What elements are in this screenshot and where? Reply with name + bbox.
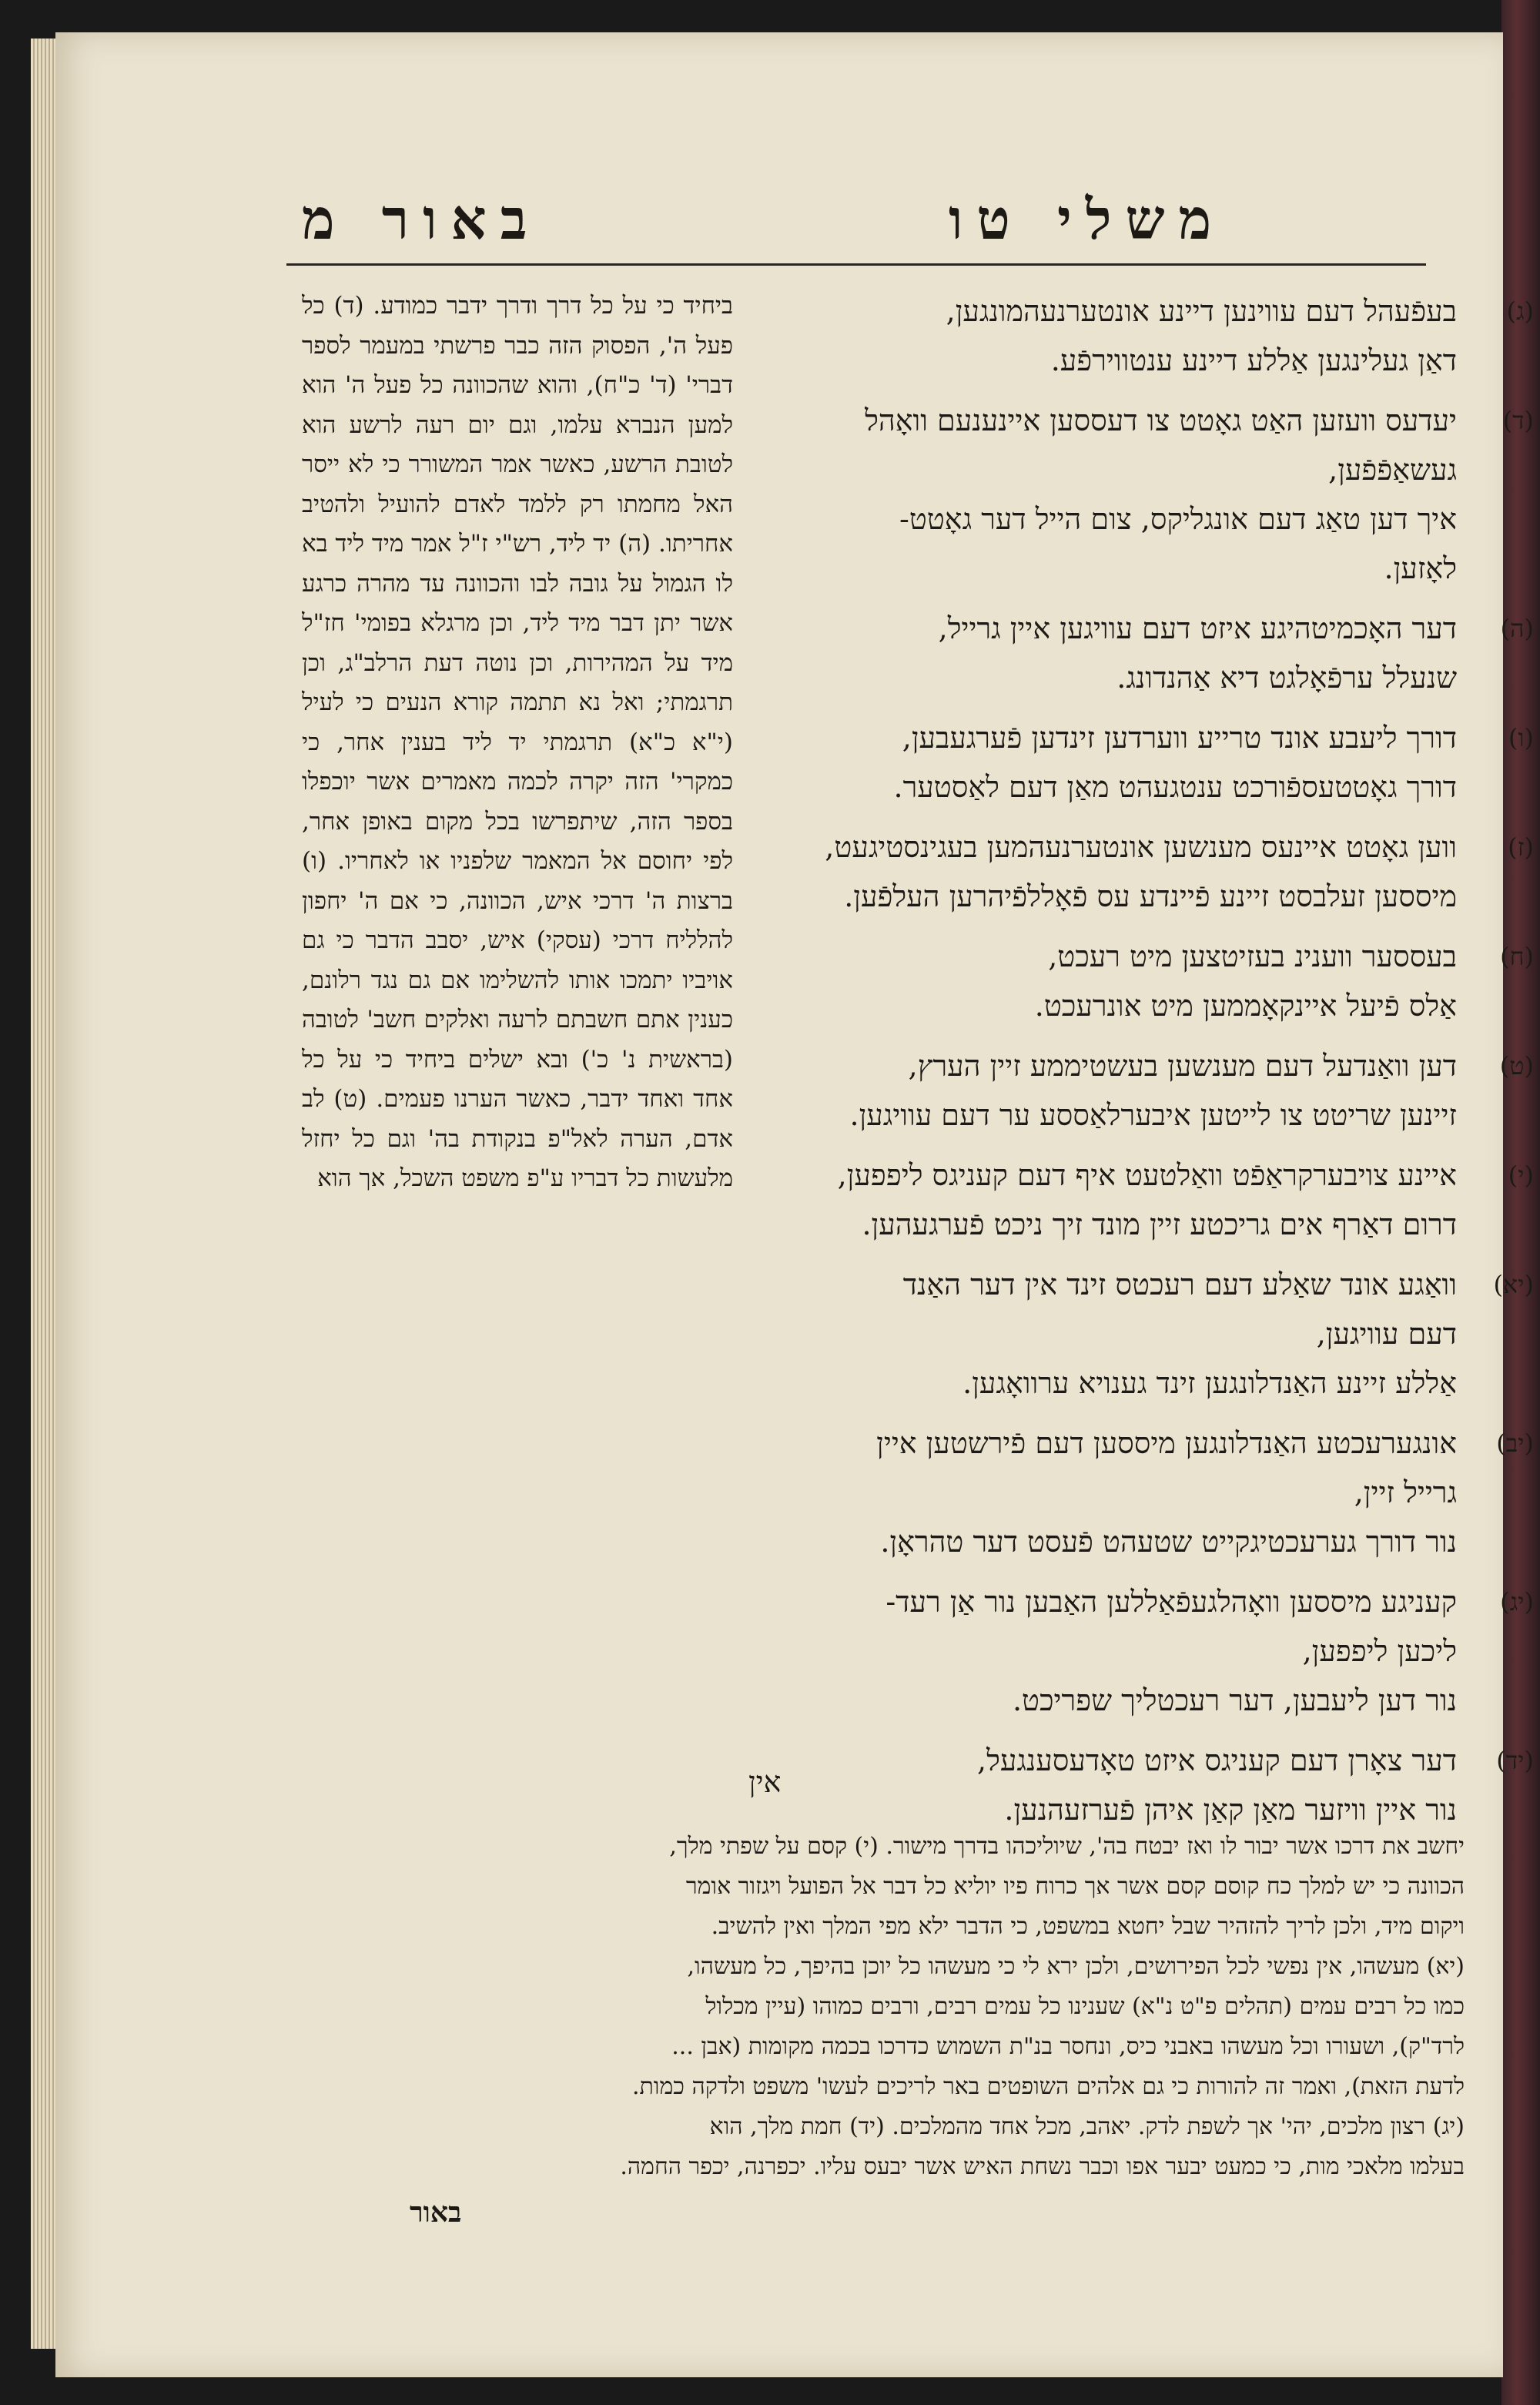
verse-line: מיססען זעלבסט זיינע פֿיינדע עס פֿאָללפֿיהרען העלפֿען.: [844, 879, 1457, 913]
verse-line: בעפֿעהל דעם עווינען דיינע אונטערנעהמונגען,: [946, 294, 1457, 328]
verse-line: איך דען טאַג דעם אונגליקס, צום הייל דער גאָטט-: [899, 502, 1457, 536]
verse-line: וואַגע אונד שאַלע דעם רעכטס זינד אין דער האַנד: [902, 1268, 1457, 1301]
page-catchword: באור: [410, 2196, 462, 2229]
verse-line: דרום דאַרף אים גריכטע זיין מונד זיך ניכט פֿערגעהען.: [862, 1208, 1457, 1241]
footnote-line: יחשב את דרכו אשר יבור לו ואז יבטח בה', שיוליכהו בדרך מישור. (י) קסם על שפתי מלך,: [669, 1833, 1465, 1860]
footnote-block: [310, 1827, 1465, 2187]
book-page: [55, 32, 1534, 2377]
verse-number: (ח): [1500, 942, 1534, 971]
verse-line: געשאַפֿפֿען,: [1328, 453, 1457, 487]
verse: [664, 713, 1534, 812]
verse-number: (יב): [1496, 1429, 1534, 1458]
footnote-line: לרד"ק), ושעורו וכל מעשהו באבני כיס, ונחסר בנ"ת השמוש כדרכו בכמה מקומות (אבן ...: [671, 2033, 1465, 2060]
verse-number: (ג): [1506, 296, 1534, 326]
verse-line: ווען גאָטט איינעס מענשען אונטערנעהמען בעגינסטיגעט,: [825, 830, 1457, 864]
verse-number: (ט): [1499, 1051, 1534, 1080]
footnote-line: כמו כל רבים עמים (תהלים פ"ט נ"א) שענינו כל עמים רבים, ורבים כמוהו (עיין מכלול: [705, 1993, 1465, 2020]
verse: [664, 1260, 1534, 1408]
verse-line: דורך גאָטטעספֿורכט ענטגעהט מאַן דעם לאַסטער.: [893, 770, 1457, 804]
footnote-line: הכוונה כי יש למלך כח קוסם קסם אשר אך כרוח פיו יוליא כל דבר אל הפועל ויגזור אומר: [685, 1873, 1465, 1900]
verse-line: אַלס פֿיעל איינקאָממען מיט אונרעכט.: [1034, 989, 1457, 1023]
verse-line: גרייל זיין,: [1354, 1475, 1457, 1509]
running-header-text: משלי טו: [949, 186, 1226, 252]
verse: [664, 1151, 1534, 1249]
verse-line: קעניגע מיססען וואָהלגעפֿאַללען האַבען נור אַן רעד-: [886, 1585, 1457, 1619]
verse-line: דעם עוויגען,: [1316, 1317, 1457, 1351]
verse-line: נור דורך גערעכטיגקייט שטעהט פֿעסט דער טהראָן.: [880, 1525, 1457, 1559]
verse-line: לאָזען.: [1384, 551, 1457, 585]
verse-line: אונגערעכטע האַנדלונגען מיססען דעם פֿירשטען איין: [876, 1426, 1457, 1460]
verse-number: (י): [1508, 1161, 1534, 1190]
verse-line: נור דען ליעבען, דער רעכטליך שפריכט.: [1012, 1683, 1457, 1717]
verse: [664, 822, 1534, 921]
footnote-line: (יא) מעשהו, אין נפשי לכל הפירושים, ולכן ירא לי כי מעשהו כל יוכן בהיפך, כל מעשהו,: [687, 1953, 1465, 1980]
verse-number: (ו): [1508, 723, 1534, 752]
verse: [664, 1736, 1534, 1834]
verse-number: (ה): [1500, 614, 1534, 643]
verse: [664, 1419, 1534, 1566]
verse: [664, 396, 1534, 593]
verse-line: ליכען ליפפען,: [1302, 1634, 1457, 1668]
verse-line: נור איין וויזער מאַן קאַן איהן פֿערזעהנען.: [1004, 1793, 1457, 1827]
verse-number: (יד): [1496, 1746, 1534, 1775]
verse-line: דאַן געלינגען אַללע דיינע ענטווירפֿע.: [1050, 343, 1457, 377]
verse-line: אַללע זיינע האַנדלונגען זינד גענויא ערוואָגען.: [962, 1366, 1457, 1400]
verse-catchword: אין: [748, 1765, 782, 1799]
verse-line: דען וואַנדעל דעם מענשען בעשטיממע זיין הערץ,: [908, 1049, 1457, 1083]
commentary-column: ביחיד כי על כל דרך ודרך ידבר כמודע. (ד) כל פעל ה', הפסוק הזה כבר פרשתי במעמר לספר דברי' (ד' כ"ח), והוא שהכוונה כל פעל ה' הוא למען הנברא עלמו, וגם יום רעה לרשע הוא לטובת הרשע, כאשר אמר המשורר כי לא ייסר האל מחמתו רק ללמד לאדם להועיל ולהטיב אחריתו. (ה) יד ליד, רש"י ז"ל אמר מיד ליד בא לו הגמול על גובה לבו והכוונה עד מהרה כרגע אשר יתן דבר מיד ליד, וכן מרגלא בפומי' חז"ל מיד על המהירות, וכן נוטה דעת הרלב"ג, וכן תרגמתי; ואל נא תתמה קורא הנעים כי לעיל (י"א כ"א) תרגמתי יד ליד בענין אחר, כי כמקרי' הזה יקרה לכמה מאמרים אשר יוכפלו בספר הזה, שיתפרשו בכל מקום באופן אחר, לפי יחוסם אל המאמר שלפניו או לאחריו. (ו) ברצות ה' דרכי איש, הכוונה, כי אם ה' יחפון להלליח דרכי (עסקי) איש, יסבב הדבר כי גם אויביו יתמכו אותו להשלימו אם גם נגד רלונם, כענין אתם חשבתם לרעה ואלקים חשב' לטובה (בראשית נ' כ') ובא ישלים ביחיד כי על כל אחד ואחד ידבר, כאשר הערנו פעמים. (ט) לב אדם, הערה לאל"פ בנקודת בה' וגם כל יחזל מלעשות כל דבריו ע"פ משפט השכל, אך הוא: [302, 292, 733, 1192]
verse-line: בעססער ווענינ בעזיטצען מיט רעכט,: [1048, 940, 1457, 973]
verse-line: דער האָכמיטהיגע איזט דעם עוויגען איין גרייל,: [938, 611, 1457, 645]
verse-number: (ז): [1508, 832, 1534, 862]
verse-line: דער צאָרן דעם קעניגס איזט טאָדעסענגעל,: [977, 1743, 1457, 1777]
verse: [664, 1577, 1534, 1725]
verse: [664, 286, 1534, 385]
verse-number: (ד): [1502, 406, 1534, 435]
verse: [664, 1041, 1534, 1140]
footnote-line: ויקום מיד, ולכן לריך להזהיר שבל יחטא במשפט, כי הדבר ילא מפי המלך ואין להשיב.: [711, 1913, 1465, 1940]
footnote-line: בעלמו מלאכי מות, כי כמעט יבער אפו וכבר נשחת האיש אשר יבעס עליו. יכפרנה, יכפר החמה.: [620, 2153, 1465, 2180]
verse: [664, 604, 1534, 702]
main-text-column: [664, 286, 1534, 1845]
verse-line: זיינען שריטט צו לייטען איבערלאַססע ער דעם עוויגען.: [849, 1098, 1457, 1132]
footnote-line: (יג) רצון מלכים, יהי' אך לשפת לדק. יאהב, מכל אחד מהמלכים. (יד) חמת מלך, הוא: [709, 2113, 1465, 2140]
verse: [664, 932, 1534, 1030]
header-rule: [286, 263, 1426, 266]
verse-line: שנעלל ערפֿאָלגט דיא אַהנדונג.: [1116, 661, 1457, 695]
verse-line: איינע צויבערקראַפֿט וואַלטעט איף דעם קעניגס ליפפען,: [837, 1158, 1457, 1192]
verse-line: דורך ליעבע אונד טרייע ווערדען זינדען פֿערגעבען,: [902, 721, 1457, 755]
footnote-line: לדעת הזאת), ואמר זה להורות כי גם אלהים השופטים באר לריכים לעשו' משפט ולדקה כמות.: [631, 2073, 1465, 2100]
verse-number: (יג): [1500, 1587, 1534, 1616]
verse-number: (יא): [1493, 1270, 1534, 1299]
verse-line: יעדעס וועזען האַט גאָטט צו דעססען איינענעם וואָהל: [865, 404, 1457, 437]
running-header-commentary: באור מ: [302, 186, 541, 252]
